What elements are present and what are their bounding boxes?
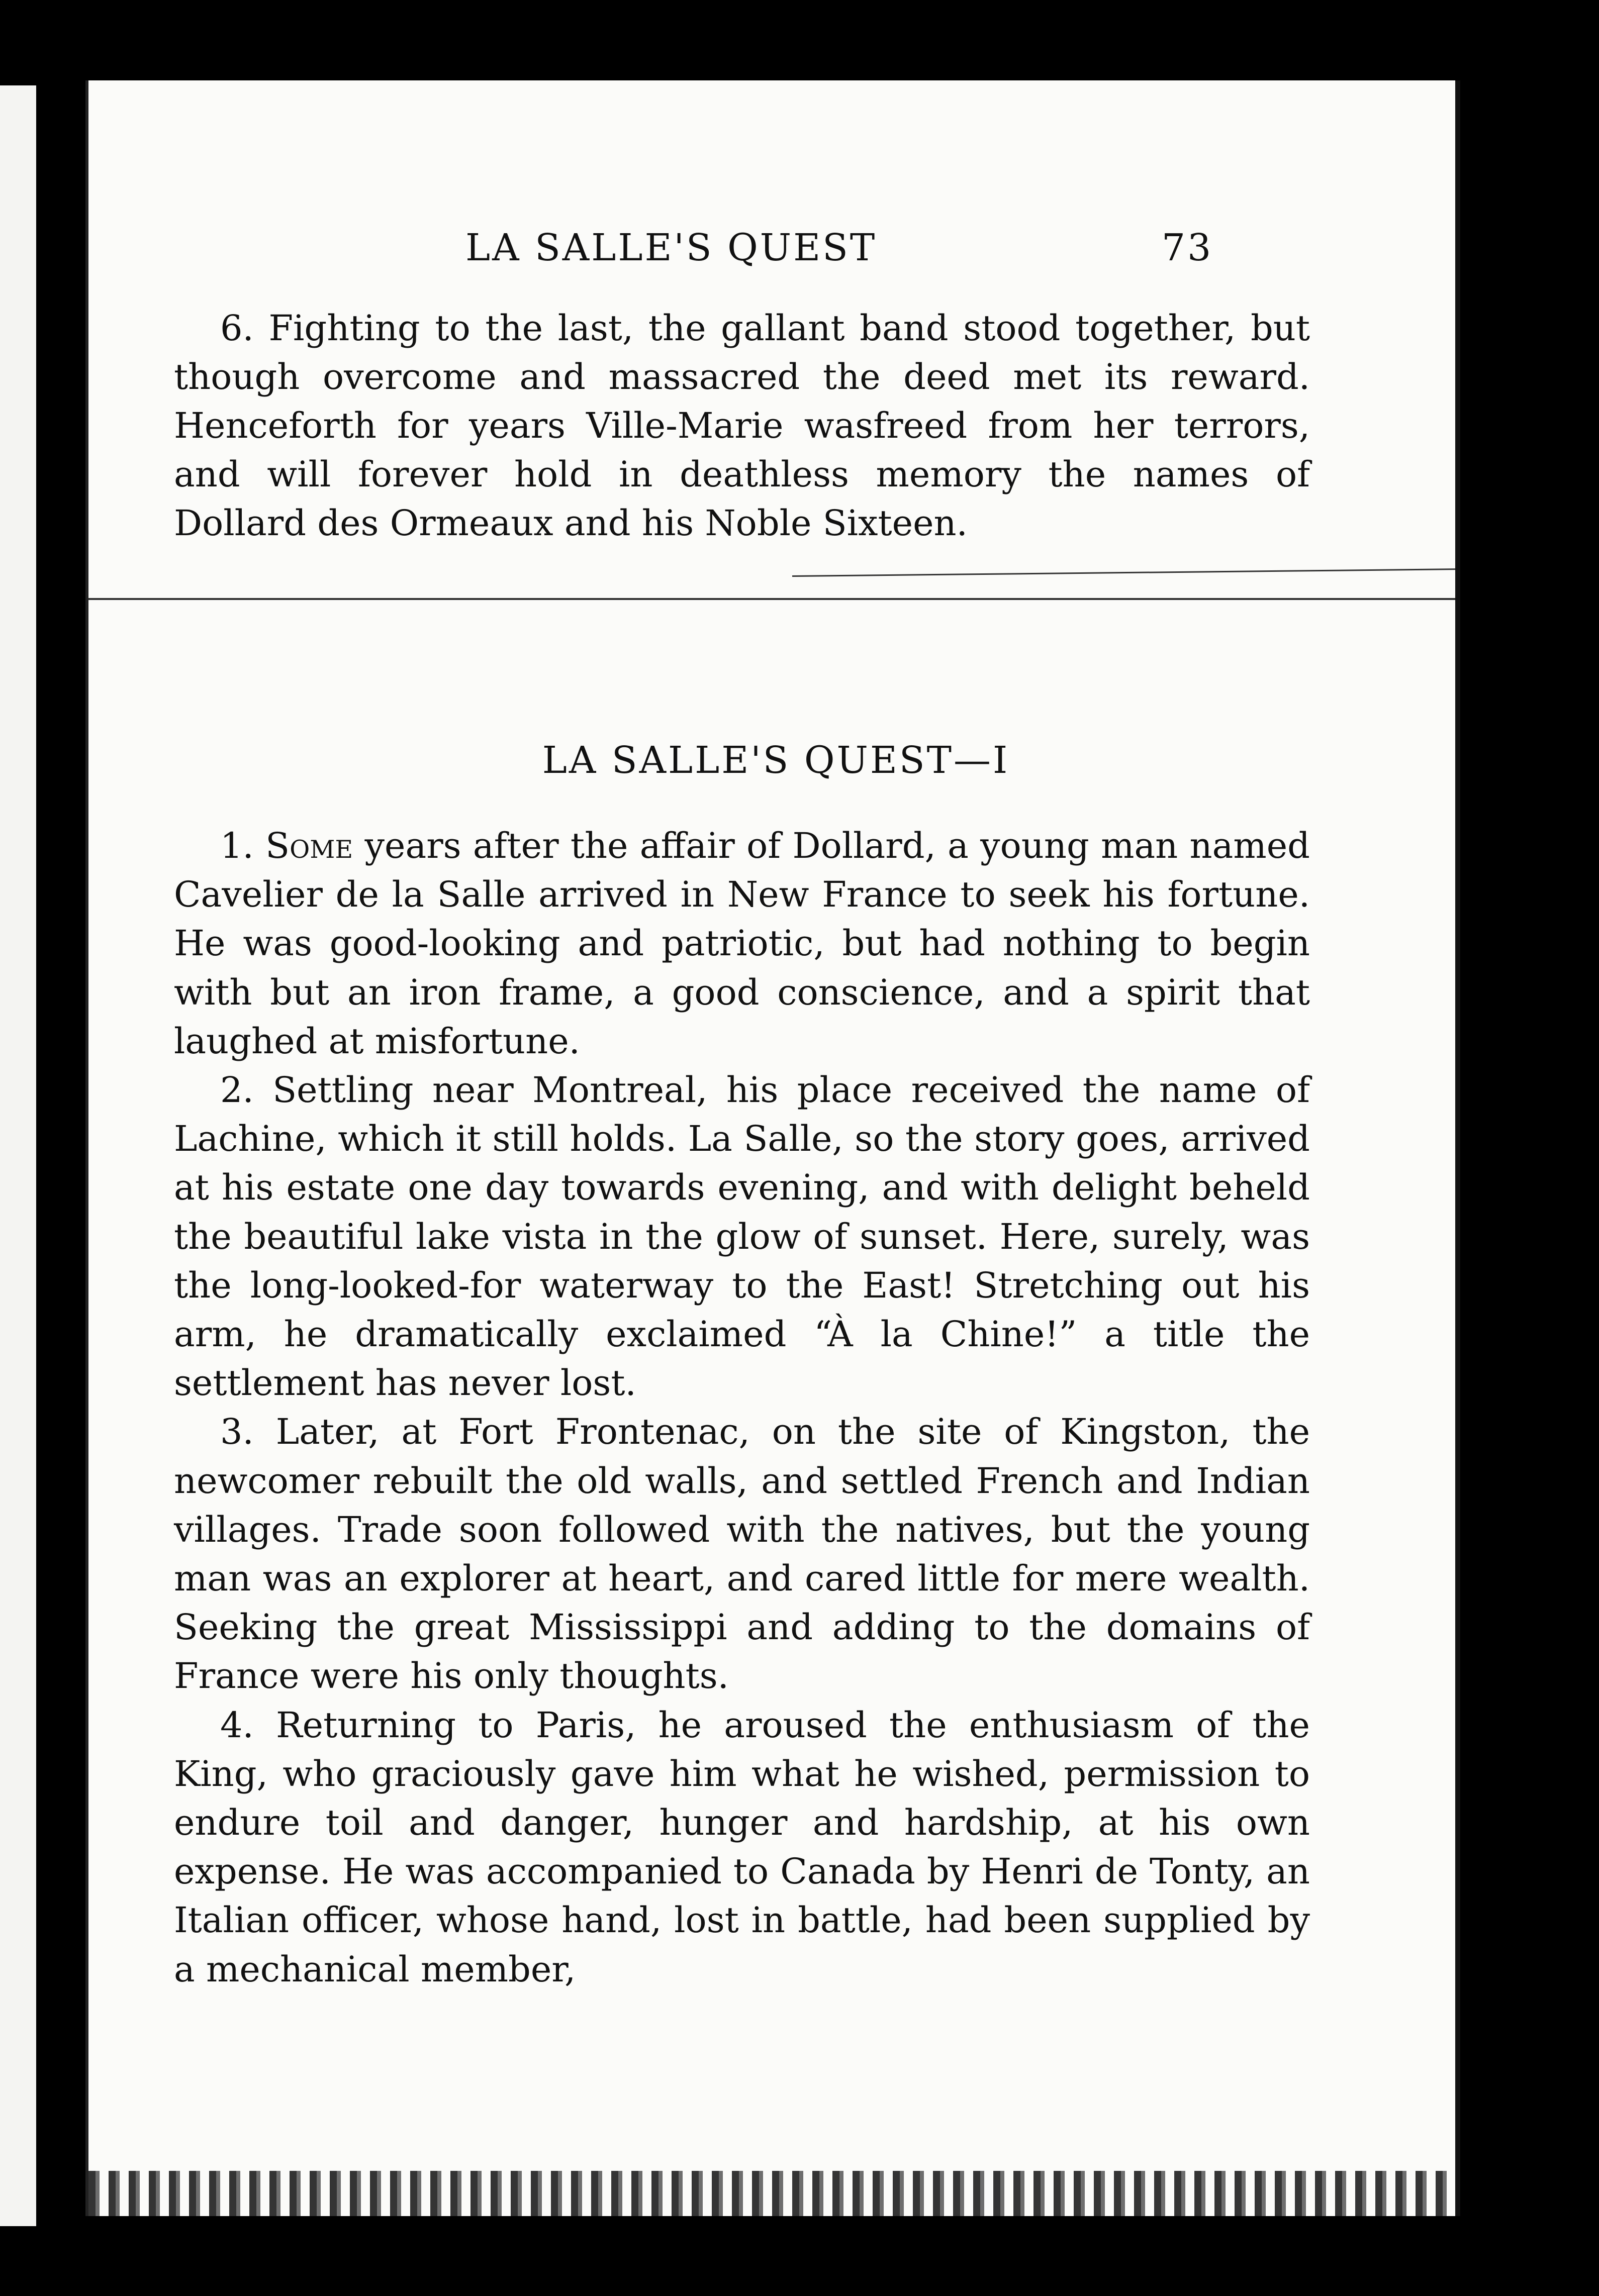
page-bottom-edge [88, 2171, 1455, 2216]
running-head [88, 226, 1460, 286]
page-number: 73 [1162, 226, 1213, 269]
paragraph-3: 3. Later, at Fort Frontenac, on the site of Kingston, the newcomer rebuilt the old walls, and settled French and Indian villages. Trade soon followed with the natives, but the young man was an explorer at heart, and cared little for mere wealth. Seeking the great Mississippi and adding to the domains of France were his only thoughts. [174, 1411, 1310, 1697]
paragraph-1-text: years after the affair of Dollard, a young man named Cavelier de la Salle arrived in New France to seek his fortune. He was good-looking and patriotic, but had nothing to begin with but an iron frame, a good conscience, and a spirit that laughed at misfortune. [174, 825, 1310, 1062]
book-page [85, 80, 1460, 2216]
running-head-title: LA SALLE'S QUEST [465, 226, 877, 269]
paragraph-1 [174, 822, 1310, 1066]
stray-scan-line [88, 598, 1460, 600]
binding-shadow [36, 85, 64, 2226]
section-body [174, 822, 1310, 1994]
paragraph-1-lead: Some [265, 825, 353, 866]
stray-scan-line-2 [792, 568, 1460, 577]
paragraph-4: 4. Returning to Paris, he aroused the enthusiasm of the King, who graciously gave him what he wished, permission to endure toil and danger, hunger and hardship, at his own expense. He was accompanied to Canada by Henri de Tonty, an Italian officer, whose hand, lost in battle, had been supplied by a mechanical member, [174, 1704, 1310, 1990]
paragraph-2: 2. Settling near Montreal, his place received the name of Lachine, which it still holds. La Salle, so the story goes, arrived at his estate one day towards evening, and with delight beheld the beautiful lake vista in the glow of sunset. Here, surely, was the long-looked-for waterway to the East! Stretching out his arm, he dramatically exclaimed “À la Chine!” a title the settlement has never lost. [174, 1069, 1310, 1404]
paragraph-1-number: 1. [220, 825, 254, 866]
previous-page-edge [0, 85, 36, 2226]
paragraph-6: 6. Fighting to the last, the gallant band stood together, but though overcome and massacred the deed met its reward. Henceforth for years Ville-Marie wasfreed from her terrors, and will forever hold in deathless memory the names of Dollard des Ormeaux and his Noble Sixteen. [174, 308, 1310, 544]
section-title: LA SALLE'S QUEST—I [542, 739, 1010, 782]
previous-section-text [174, 304, 1310, 548]
